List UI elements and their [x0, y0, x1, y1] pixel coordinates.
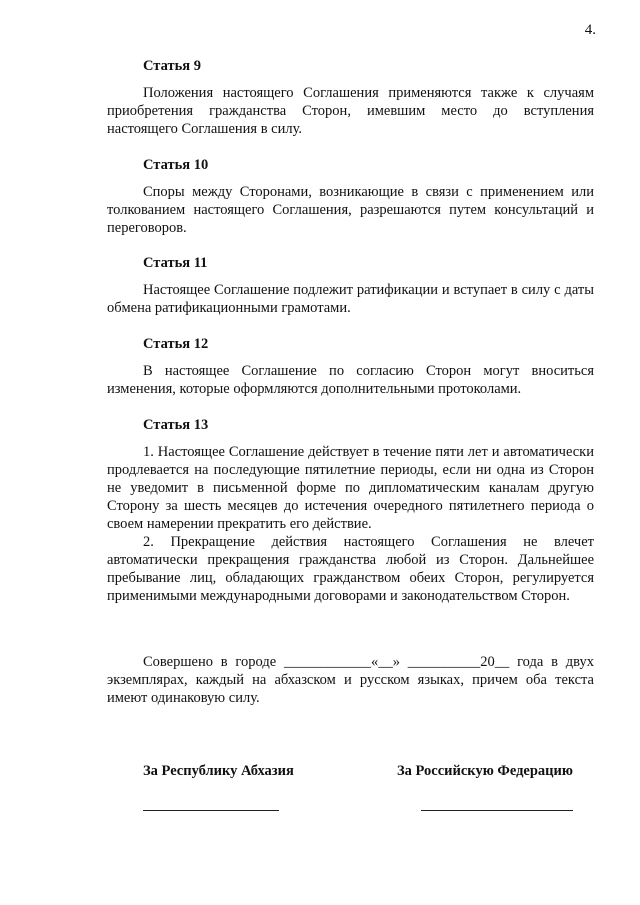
closing-paragraph: Совершено в городе ____________«__» __________20__ года в двух экземплярах, каждый на абхазском и русском языках, причем оба текста имеют одинаковую силу.	[107, 654, 594, 706]
article-heading: Статья 13	[143, 417, 209, 433]
article-heading: Статья 11	[143, 255, 208, 271]
article-paragraph: Положения настоящего Соглашения применяются также к случаям приобретения гражданства Сторон, имевшим место до вступления настоящего Соглашения в силу.	[107, 85, 594, 137]
signature-label-abkhazia: За Республику Абхазия	[143, 763, 294, 779]
article-paragraph: 1. Настоящее Соглашение действует в течение пяти лет и автоматически продлевается на последующие пятилетние периоды, если ни одна из Сторон не уведомит в письменной форме по дипломатическим каналам другую Сторону за шесть месяцев до истечения очередного пятилетнего периода о своем намерении прекратить его действие.	[107, 444, 594, 532]
signature-line-abkhazia	[143, 810, 279, 811]
document-body	[107, 57, 594, 707]
signature-line-russia	[421, 810, 573, 811]
signature-label-russia: За Российскую Федерацию	[397, 763, 573, 779]
article-paragraph: Настоящее Соглашение подлежит ратификации и вступает в силу с даты обмена ратификационными грамотами.	[107, 282, 594, 316]
page-number: 4.	[584, 22, 596, 38]
article-9	[107, 57, 594, 138]
article-13	[107, 416, 594, 605]
article-10	[107, 156, 594, 237]
signature-block	[107, 762, 594, 822]
article-heading: Статья 12	[143, 336, 209, 352]
article-11	[107, 254, 594, 317]
article-paragraph: В настоящее Соглашение по согласию Сторон могут вноситься изменения, которые оформляются дополнительными протоколами.	[107, 363, 594, 397]
article-paragraph: Споры между Сторонами, возникающие в связи с применением или толкованием настоящего Соглашения, разрешаются путем консультаций и переговоров.	[107, 184, 594, 236]
article-paragraph: 2. Прекращение действия настоящего Соглашения не влечет автоматически прекращения гражданства любой из Сторон. Дальнейшее пребывание лиц, обладающих гражданством обеих Сторон, регулируется применимыми международными договорами и законодательством Сторон.	[107, 534, 594, 604]
article-heading: Статья 10	[143, 157, 209, 173]
article-heading: Статья 9	[143, 58, 201, 74]
article-12	[107, 335, 594, 398]
